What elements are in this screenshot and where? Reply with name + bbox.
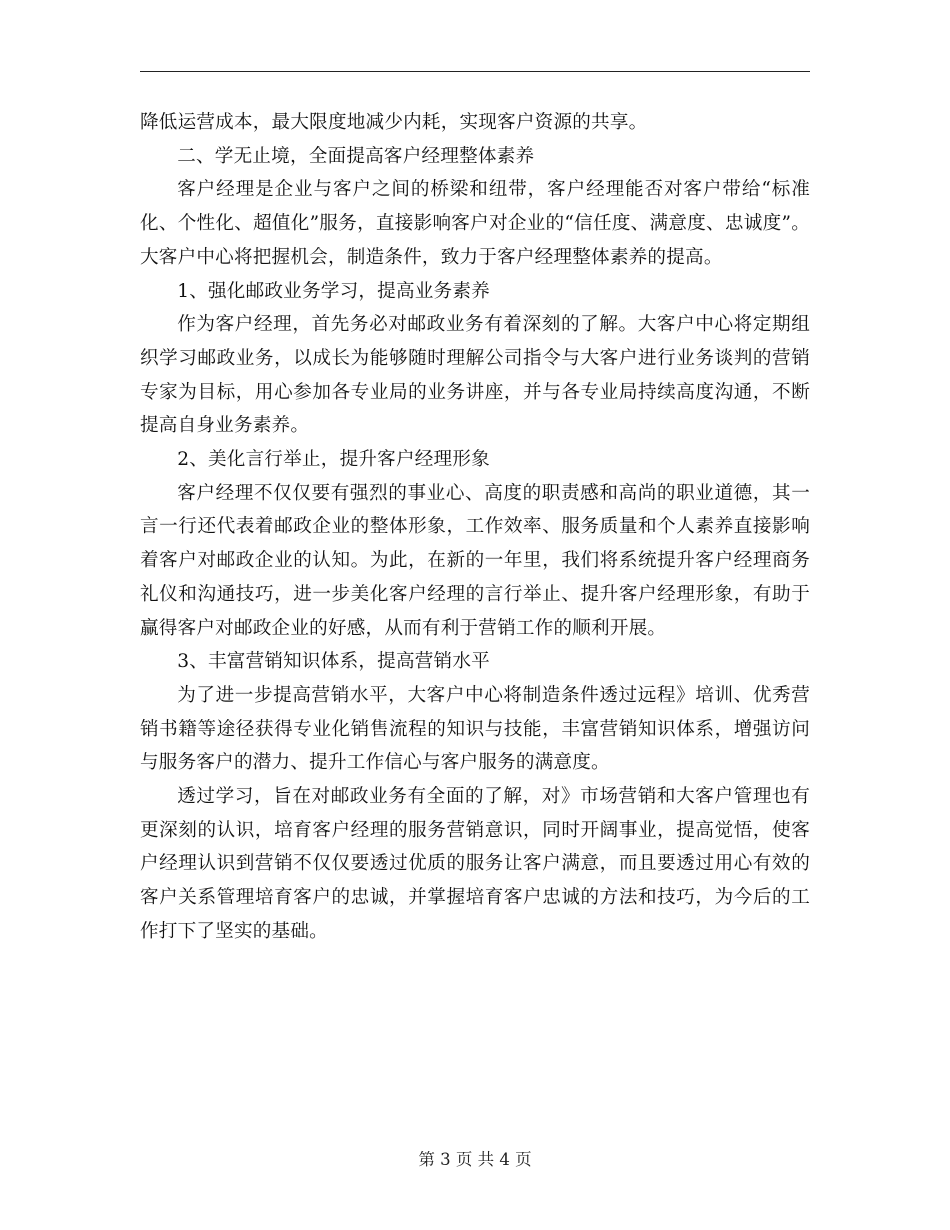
- paragraph: 作为客户经理，首先务必对邮政业务有着深刻的了解。大客户中心将定期组织学习邮政业务，以成长为能够随时理解公司指令与大客户进行业务谈判的营销专家为目标，用心参加各专业局的业务讲座，并与各专业局持续高度沟通，不断提高自身业务素养。: [140, 314, 810, 437]
- paragraph: 客户经理是企业与客户之间的桥梁和纽带，客户经理能否对客户带给“标准化、个性化、超值化”服务，直接影响客户对企业的“信任度、满意度、忠诚度”。大客户中心将把握机会，制造条件，致力于客户经理整体素养的提高。: [140, 179, 810, 268]
- subsection-heading: 1、强化邮政业务学习，提高业务素养: [177, 280, 490, 302]
- paragraph: 降低运营成本，最大限度地减少内耗，实现客户资源的共享。: [140, 112, 648, 133]
- subsection-heading: 3、丰富营销知识体系，提高营销水平: [177, 651, 490, 673]
- paragraph: 客户经理不仅仅要有强烈的事业心、高度的职责感和高尚的职业道德，其一言一行还代表着邮政企业的整体形象，工作效率、服务质量和个人素养直接影响着客户对邮政企业的认知。为此，在新的一年里，我们将系统提升客户经理商务礼仪和沟通技巧，进一步美化客户经理的言行举止、提升客户经理形象，有助于赢得客户对邮政企业的好感，从而有利于营销工作的顺利开展。: [140, 482, 810, 639]
- section-heading: 二、学无止境，全面提高客户经理整体素养: [177, 145, 535, 167]
- page-number-footer: 第 3 页 共 4 页: [418, 1150, 532, 1169]
- paragraph: 为了进一步提高营销水平，大客户中心将制造条件透过远程》培训、优秀营销书籍等途径获得专业化销售流程的知识与技能，丰富营销知识体系，增强访问与服务客户的潜力、提升工作信心与客户服务的满意度。: [140, 684, 810, 774]
- document-body: [140, 106, 810, 949]
- header-rule: [140, 71, 810, 72]
- paragraph: 透过学习，旨在对邮政业务有全面的了解，对》市场营销和大客户管理也有更深刻的认识，培育客户经理的服务营销意识，同时开阔事业，提高觉悟，使客户经理认识到营销不仅仅要透过优质的服务让客户满意，而且要透过用心有效的客户关系管理培育客户的忠诚，并掌握培育客户忠诚的方法和技巧，为今后的工作打下了坚实的基础。: [140, 786, 810, 942]
- subsection-heading: 2、美化言行举止，提升客户经理形象: [177, 449, 490, 471]
